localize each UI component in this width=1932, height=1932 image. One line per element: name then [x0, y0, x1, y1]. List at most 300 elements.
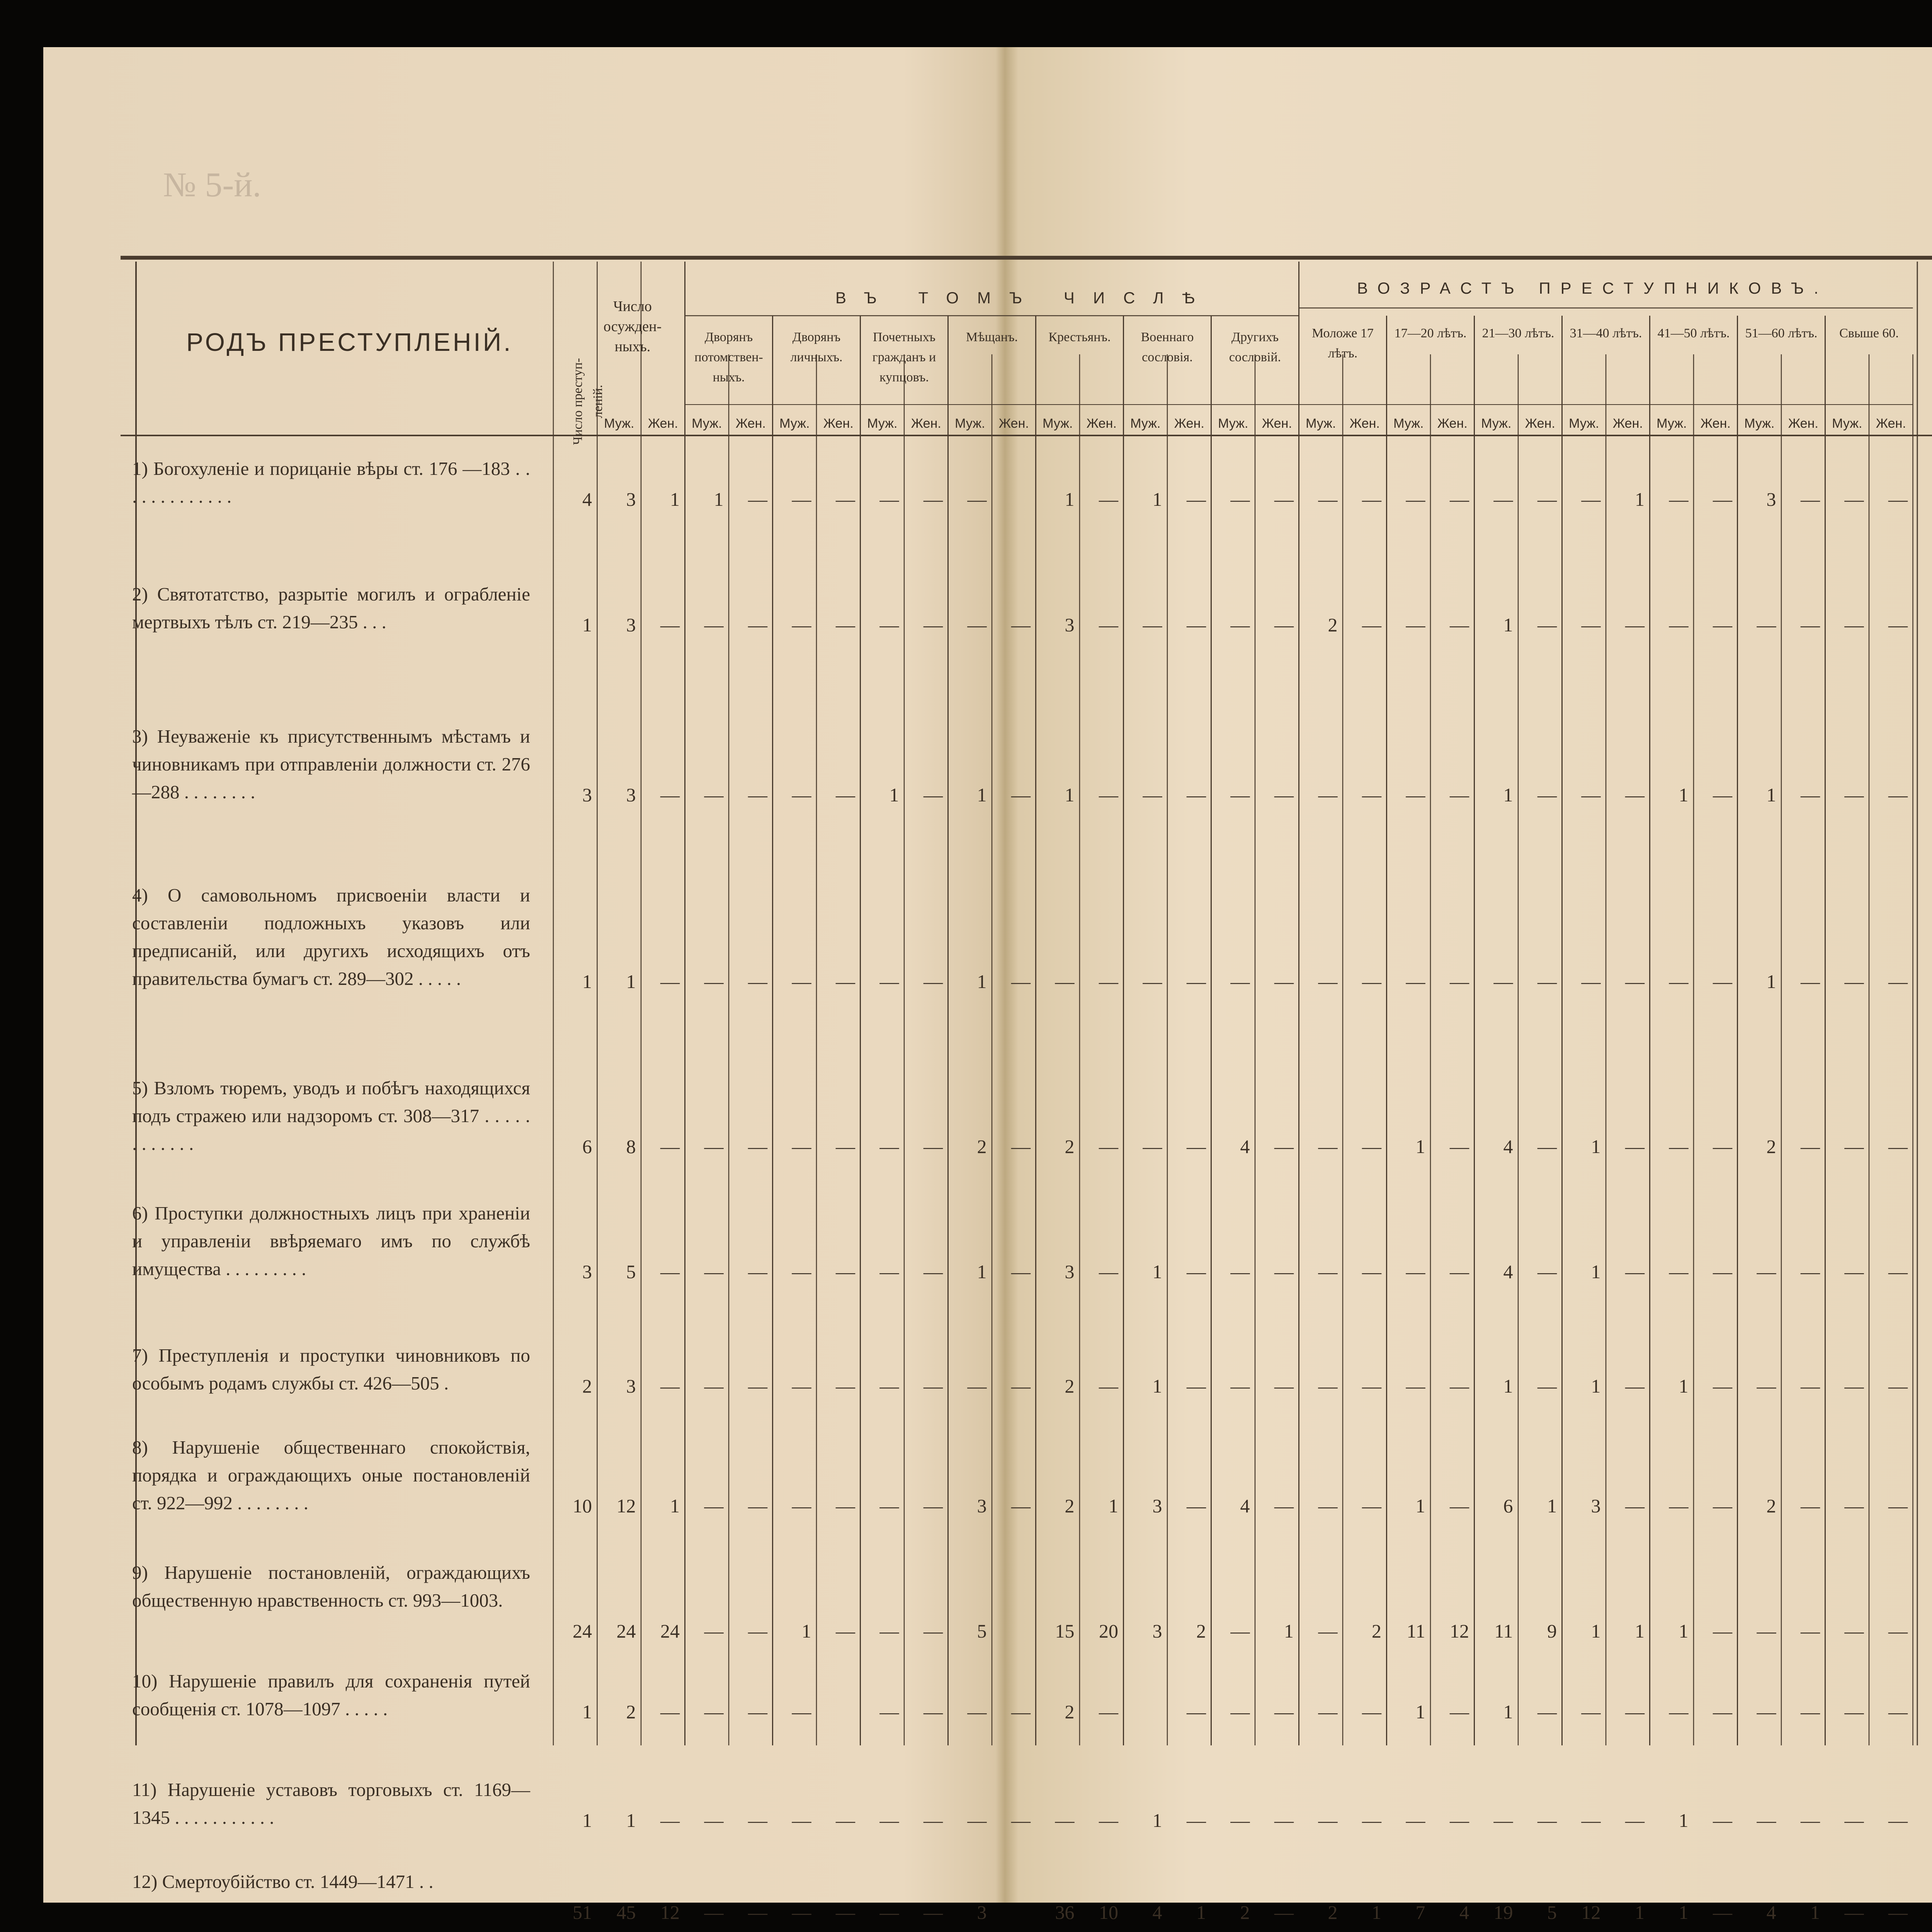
table-cell: 4: [1503, 1135, 1513, 1157]
table-cell: —: [1187, 614, 1206, 636]
table-cell: —: [1450, 1495, 1469, 1517]
table-cell: 1: [626, 971, 636, 992]
table-cell: —: [1844, 1901, 1864, 1923]
table-cell: 1: [1372, 1901, 1381, 1923]
table-cell: —: [1713, 784, 1732, 806]
crime-row-label: 7) Преступленія и проступки чиновниковъ по особымъ родамъ службы ст. 426—505 .: [132, 1345, 530, 1394]
zhen-subheader: Жен.: [1086, 416, 1117, 431]
table-cell: —: [704, 971, 724, 992]
table-cell: —: [1801, 1135, 1820, 1157]
table-cell: —: [1318, 971, 1338, 992]
table-cell: 1: [1152, 488, 1162, 510]
table-cell: —: [1844, 784, 1864, 806]
crime-row-label: 6) Проступки должностныхъ лицъ при храненіи и управленіи ввѣряемаго имъ по службѣ имущества . . . . . . . . .: [132, 1202, 530, 1279]
zhen-subheader: Жен.: [1700, 416, 1731, 431]
zhen-subheader: Жен.: [1788, 416, 1818, 431]
table-cell: —: [1274, 1901, 1294, 1923]
table-cell: —: [923, 1495, 943, 1517]
table-cell: 3: [1591, 1495, 1601, 1517]
crime-row-label: 2) Святотатство, разрытіе могилъ и ограбленіе мертвыхъ тѣлъ ст. 219—235 . . .: [132, 583, 530, 633]
table-cell: —: [1801, 1261, 1820, 1282]
table-cell: —: [748, 1261, 767, 1282]
table-cell: —: [1450, 1701, 1469, 1723]
table-cell: —: [923, 971, 943, 992]
muzh-subheader: Муж.: [1569, 416, 1599, 431]
table-cell: —: [1844, 614, 1864, 636]
table-cell: —: [748, 1701, 767, 1723]
table-cell: 1: [1503, 784, 1513, 806]
zhen-subheader: Жен.: [1262, 416, 1292, 431]
table-cell: —: [1187, 1135, 1206, 1157]
table-cell: 1: [1591, 1375, 1601, 1397]
group-header: 21—30 лѣтъ.: [1482, 326, 1554, 340]
group-header: Крестьянъ.: [1048, 330, 1111, 344]
table-cell: 2: [1372, 1620, 1381, 1642]
table-cell: 1: [670, 1495, 680, 1517]
table-cell: —: [1713, 1701, 1732, 1723]
table-cell: 4: [582, 488, 592, 510]
table-cell: —: [1888, 488, 1908, 510]
table-cell: 12: [1450, 1620, 1469, 1642]
table-cell: 3: [626, 1375, 636, 1397]
table-cell: 15: [1055, 1620, 1075, 1642]
table-cell: 1: [582, 614, 592, 636]
table-cell: —: [1844, 1620, 1864, 1642]
table-cell: —: [748, 1495, 767, 1517]
table-cell: —: [1406, 614, 1425, 636]
table-cell: —: [1318, 1810, 1338, 1831]
table-cell: 1: [1766, 971, 1776, 992]
muzh-subheader: Муж.: [1043, 416, 1073, 431]
table-cell: —: [1888, 1701, 1908, 1723]
table-cell: —: [879, 1701, 899, 1723]
table-cell: —: [836, 784, 855, 806]
table-cell: —: [1011, 1495, 1031, 1517]
table-cell: —: [748, 1375, 767, 1397]
muzh-subheader: Муж.: [779, 416, 810, 431]
muzh-subheader: Муж.: [1218, 416, 1248, 431]
table-cell: —: [748, 1810, 767, 1831]
table-cell: —: [1801, 488, 1820, 510]
table-cell: —: [748, 614, 767, 636]
table-cell: —: [1362, 488, 1381, 510]
table-cell: 4: [1240, 1135, 1250, 1157]
table-cell: 12: [1581, 1901, 1601, 1923]
muzh-subheader: Муж.: [955, 416, 985, 431]
table-cell: —: [1143, 784, 1162, 806]
table-cell: —: [704, 614, 724, 636]
table-cell: —: [792, 1701, 811, 1723]
table-cell: —: [1844, 1261, 1864, 1282]
table-cell: —: [1450, 614, 1469, 636]
table-cell: —: [1274, 971, 1294, 992]
muzh-subheader: Муж.: [1656, 416, 1687, 431]
table-cell: —: [1801, 1375, 1820, 1397]
table-cell: 24: [616, 1620, 636, 1642]
table-cell: 1: [1152, 1810, 1162, 1831]
muzh-subheader: Муж.: [1832, 416, 1862, 431]
table-cell: —: [660, 1261, 680, 1282]
table-cell: —: [1274, 1135, 1294, 1157]
table-cell: —: [1625, 1495, 1645, 1517]
table-cell: —: [1625, 1135, 1645, 1157]
table-cell: —: [1713, 1620, 1732, 1642]
table-cell: —: [704, 1901, 724, 1923]
table-cell: —: [1274, 1375, 1294, 1397]
table-cell: 4: [1240, 1495, 1250, 1517]
table-cell: —: [1274, 1495, 1294, 1517]
table-cell: —: [1844, 1810, 1864, 1831]
table-cell: —: [879, 1495, 899, 1517]
v-tom-chisle-header: ВЪ ТОМЪ ЧИСЛѢ: [835, 289, 1214, 307]
table-cell: —: [967, 614, 987, 636]
table-cell: —: [1713, 971, 1732, 992]
table-cell: 1: [1679, 1375, 1689, 1397]
table-cell: 1: [1503, 1701, 1513, 1723]
table-cell: —: [1888, 1620, 1908, 1642]
table-cell: —: [836, 1495, 855, 1517]
table-cell: 3: [626, 488, 636, 510]
table-cell: —: [748, 1620, 767, 1642]
table-cell: 3: [1065, 614, 1075, 636]
table-cell: 1: [1679, 1901, 1689, 1923]
vozrast-header: ВОЗРАСТЪ ПРЕСТУПНИКОВЪ.: [1357, 279, 1828, 297]
table-cell: —: [1625, 1701, 1645, 1723]
table-cell: 1: [1635, 1620, 1645, 1642]
table-cell: —: [704, 1375, 724, 1397]
table-cell: —: [1537, 614, 1557, 636]
table-cell: —: [1406, 971, 1425, 992]
table-cell: 2: [1328, 614, 1338, 636]
muzh-subheader: Муж.: [867, 416, 898, 431]
table-cell: —: [879, 1261, 899, 1282]
table-cell: —: [704, 1261, 724, 1282]
table-cell: —: [1581, 1701, 1601, 1723]
table-cell: —: [1537, 971, 1557, 992]
table-cell: —: [660, 1135, 680, 1157]
group-header: Другихъ сословій.: [1229, 330, 1281, 364]
table-cell: 1: [670, 488, 680, 510]
crime-row-label: 1) Богохуленіе и порицаніе вѣры ст. 176 —183 . . . . . . . . . . . . .: [132, 458, 530, 507]
table-cell: 2: [1240, 1901, 1250, 1923]
table-cell: —: [748, 784, 767, 806]
table-cell: —: [1055, 1810, 1075, 1831]
table-cell: —: [1888, 1135, 1908, 1157]
table-cell: —: [748, 1135, 767, 1157]
table-cell: —: [836, 1620, 855, 1642]
table-cell: 1: [1591, 1135, 1601, 1157]
table-cell: —: [748, 971, 767, 992]
table-cell: —: [967, 488, 987, 510]
table-cell: —: [1406, 488, 1425, 510]
table-cell: —: [1581, 784, 1601, 806]
table-cell: 1: [1415, 1495, 1425, 1517]
table-cell: —: [1713, 1375, 1732, 1397]
table-cell: —: [704, 1135, 724, 1157]
zhen-subheader: Жен.: [648, 416, 678, 431]
table-cell: 2: [626, 1701, 636, 1723]
table-cell: —: [1581, 488, 1601, 510]
table-cell: —: [1318, 1135, 1338, 1157]
table-cell: —: [923, 1620, 943, 1642]
table-cell: 1: [1810, 1901, 1820, 1923]
table-cell: —: [1669, 488, 1689, 510]
muzh-subheader: Муж.: [1393, 416, 1424, 431]
table-cell: 1: [1635, 1901, 1645, 1923]
table-cell: —: [792, 1135, 811, 1157]
table-cell: —: [879, 1810, 899, 1831]
table-cell: —: [1713, 1810, 1732, 1831]
table-cell: 1: [626, 1810, 636, 1831]
group-header: 31—40 лѣтъ.: [1570, 326, 1642, 340]
table-cell: —: [1581, 1810, 1601, 1831]
table-cell: —: [660, 784, 680, 806]
table-cell: —: [1362, 1810, 1381, 1831]
table-cell: 1: [1284, 1620, 1294, 1642]
table-cell: —: [967, 1375, 987, 1397]
table-cell: 2: [977, 1135, 987, 1157]
table-cell: —: [1450, 784, 1469, 806]
table-cell: 12: [660, 1901, 680, 1923]
table-cell: —: [1757, 614, 1776, 636]
table-cell: —: [1801, 1495, 1820, 1517]
table-cell: —: [1099, 614, 1118, 636]
table-cell: —: [1669, 1495, 1689, 1517]
table-cell: —: [923, 1375, 943, 1397]
table-cell: —: [792, 1810, 811, 1831]
crime-row-label: 11) Нарушеніе уставовъ торговыхъ ст. 1169—1345 . . . . . . . . . . .: [132, 1779, 530, 1828]
table-cell: —: [792, 488, 811, 510]
muzh-subheader: Муж.: [692, 416, 722, 431]
table-cell: 1: [1109, 1495, 1118, 1517]
table-cell: —: [1537, 784, 1557, 806]
table-cell: —: [1230, 488, 1250, 510]
table-cell: 1: [1503, 614, 1513, 636]
table-cell: —: [1669, 1261, 1689, 1282]
table-cell: 1: [1591, 1261, 1601, 1282]
table-cell: —: [792, 1495, 811, 1517]
table-cell: 1: [1065, 488, 1075, 510]
table-cell: —: [1669, 614, 1689, 636]
table-cell: —: [748, 1901, 767, 1923]
zhen-subheader: Жен.: [1174, 416, 1204, 431]
table-cell: —: [923, 614, 943, 636]
table-cell: 1: [977, 784, 987, 806]
table-cell: —: [1055, 971, 1075, 992]
crime-row-label: 8) Нарушеніе общественнаго спокойствія, порядка и ограждающихъ оные постановленій ст. 922—992 . . . . . . . .: [132, 1436, 530, 1514]
table-cell: —: [1318, 784, 1338, 806]
table-cell: 2: [1766, 1135, 1776, 1157]
table-cell: —: [1801, 614, 1820, 636]
table-cell: —: [1099, 1701, 1118, 1723]
muzh-subheader: Муж.: [1744, 416, 1775, 431]
table-cell: 11: [1494, 1620, 1513, 1642]
table-cell: 12: [616, 1495, 636, 1517]
table-cell: —: [1230, 1701, 1250, 1723]
table-cell: 4: [1459, 1901, 1469, 1923]
table-cell: —: [879, 614, 899, 636]
table-cell: —: [1713, 614, 1732, 636]
table-cell: —: [1011, 614, 1031, 636]
table-cell: 1: [1679, 1620, 1689, 1642]
table-cell: —: [1581, 971, 1601, 992]
table-cell: —: [1537, 1701, 1557, 1723]
zhen-subheader: Жен.: [1612, 416, 1643, 431]
table-cell: —: [1099, 488, 1118, 510]
table-cell: —: [660, 1810, 680, 1831]
table-cell: —: [879, 1135, 899, 1157]
table-cell: —: [1318, 1701, 1338, 1723]
table-cell: 4: [1152, 1901, 1162, 1923]
table-cell: 4: [1766, 1901, 1776, 1923]
table-cell: 5: [626, 1261, 636, 1282]
table-cell: —: [1318, 1261, 1338, 1282]
table-cell: 5: [1547, 1901, 1557, 1923]
table-cell: 1: [1679, 784, 1689, 806]
table-cell: 1: [1415, 1135, 1425, 1157]
book-spread: [43, 47, 1932, 1923]
table-cell: 1: [889, 784, 899, 806]
table-cell: 1: [714, 488, 724, 510]
table-cell: 1: [1152, 1375, 1162, 1397]
table-cell: —: [1230, 1620, 1250, 1642]
group-header: Моложе 17 лѣтъ.: [1312, 326, 1374, 361]
table-cell: —: [1888, 1810, 1908, 1831]
table-cell: —: [1537, 488, 1557, 510]
table-cell: 1: [582, 1810, 592, 1831]
table-cell: —: [1888, 1261, 1908, 1282]
zhen-subheader: Жен.: [911, 416, 941, 431]
table-cell: —: [967, 1701, 987, 1723]
muzh-subheader: Муж.: [604, 416, 634, 431]
table-cell: —: [1274, 1810, 1294, 1831]
pencil-note: № 5-й.: [163, 166, 262, 204]
group-header: 41—50 лѣтъ.: [1657, 326, 1730, 340]
muzh-subheader: Муж.: [1306, 416, 1336, 431]
table-cell: —: [1450, 1375, 1469, 1397]
table-cell: —: [923, 1901, 943, 1923]
table-cell: —: [1450, 1135, 1469, 1157]
table-cell: —: [1757, 1620, 1776, 1642]
table-cell: 1: [1503, 1375, 1513, 1397]
zhen-subheader: Жен.: [1349, 416, 1380, 431]
table-cell: —: [1362, 1135, 1381, 1157]
table-cell: 2: [1065, 1701, 1075, 1723]
table-cell: —: [660, 1375, 680, 1397]
table-cell: —: [1888, 1375, 1908, 1397]
group-header: 51—60 лѣтъ.: [1745, 326, 1818, 340]
table-cell: —: [1537, 1810, 1557, 1831]
table-cell: —: [1187, 488, 1206, 510]
table-cell: —: [1844, 1495, 1864, 1517]
table-cell: 10: [573, 1495, 592, 1517]
table-cell: 1: [582, 971, 592, 992]
table-cell: —: [1888, 1901, 1908, 1923]
table-cell: —: [836, 1901, 855, 1923]
table-cell: —: [1099, 784, 1118, 806]
table-cell: —: [1099, 971, 1118, 992]
table-cell: 19: [1493, 1901, 1513, 1923]
table-cell: 10: [1099, 1901, 1118, 1923]
muzh-subheader: Муж.: [1481, 416, 1512, 431]
table-cell: —: [1099, 1810, 1118, 1831]
table-cell: 3: [582, 1261, 592, 1282]
table-cell: 2: [1766, 1495, 1776, 1517]
table-cell: —: [1493, 971, 1513, 992]
table-cell: —: [1362, 1261, 1381, 1282]
table-cell: —: [923, 1810, 943, 1831]
table-cell: —: [1450, 1261, 1469, 1282]
table-cell: —: [1801, 784, 1820, 806]
table-cell: 1: [1196, 1901, 1206, 1923]
table-cell: —: [704, 1620, 724, 1642]
table-cell: —: [879, 971, 899, 992]
table-cell: —: [836, 488, 855, 510]
table-title: РОДЪ ПРЕСТУПЛЕНІЙ.: [186, 328, 513, 356]
crime-row-label: 9) Нарушеніе постановленій, ограждающихъ общественную нравственность ст. 993—1003.: [132, 1562, 530, 1611]
table-cell: —: [1318, 1495, 1338, 1517]
group-header: Дворянъ личныхъ.: [790, 330, 843, 364]
table-cell: 20: [1099, 1620, 1118, 1642]
table-cell: —: [1187, 971, 1206, 992]
group-header: Почетныхъ гражданъ и купцовъ.: [872, 330, 936, 384]
zhen-subheader: Жен.: [823, 416, 854, 431]
table-cell: —: [1625, 1375, 1645, 1397]
table-cell: 1: [977, 971, 987, 992]
table-cell: —: [1011, 1261, 1031, 1282]
table-cell: 8: [626, 1135, 636, 1157]
table-cell: —: [1187, 1701, 1206, 1723]
table-cell: —: [1143, 971, 1162, 992]
table-cell: —: [1625, 1261, 1645, 1282]
table-cell: —: [1099, 1375, 1118, 1397]
table-cell: —: [704, 784, 724, 806]
table-cell: —: [1011, 971, 1031, 992]
table-cell: —: [1230, 614, 1250, 636]
table-cell: —: [1406, 1810, 1425, 1831]
table-cell: 2: [1065, 1375, 1075, 1397]
table-cell: —: [660, 1701, 680, 1723]
table-cell: —: [1493, 1810, 1513, 1831]
table-cell: —: [1143, 614, 1162, 636]
table-cell: —: [1801, 1620, 1820, 1642]
table-cell: —: [1143, 1135, 1162, 1157]
table-cell: —: [1757, 1701, 1776, 1723]
table-cell: —: [1406, 784, 1425, 806]
table-cell: 3: [1766, 488, 1776, 510]
table-cell: —: [792, 1375, 811, 1397]
table-cell: 1: [1415, 1701, 1425, 1723]
table-cell: —: [1011, 1135, 1031, 1157]
table-cell: 2: [582, 1375, 592, 1397]
table-cell: —: [1801, 1810, 1820, 1831]
table-cell: —: [1844, 1701, 1864, 1723]
table-cell: —: [1274, 1701, 1294, 1723]
table-cell: —: [1625, 614, 1645, 636]
group-header: Дворянъ потомствен-ныхъ.: [694, 330, 763, 384]
group-header: Мѣщанъ.: [966, 330, 1018, 344]
table-cell: —: [792, 971, 811, 992]
zhen-subheader: Жен.: [735, 416, 766, 431]
table-cell: —: [879, 1901, 899, 1923]
group-header: Свыше 60.: [1839, 326, 1899, 340]
table-cell: —: [1362, 1495, 1381, 1517]
table-cell: 2: [1196, 1620, 1206, 1642]
table-cell: 5: [977, 1620, 987, 1642]
table-cell: —: [1625, 971, 1645, 992]
table-cell: —: [792, 1261, 811, 1282]
table-cell: —: [1450, 1810, 1469, 1831]
